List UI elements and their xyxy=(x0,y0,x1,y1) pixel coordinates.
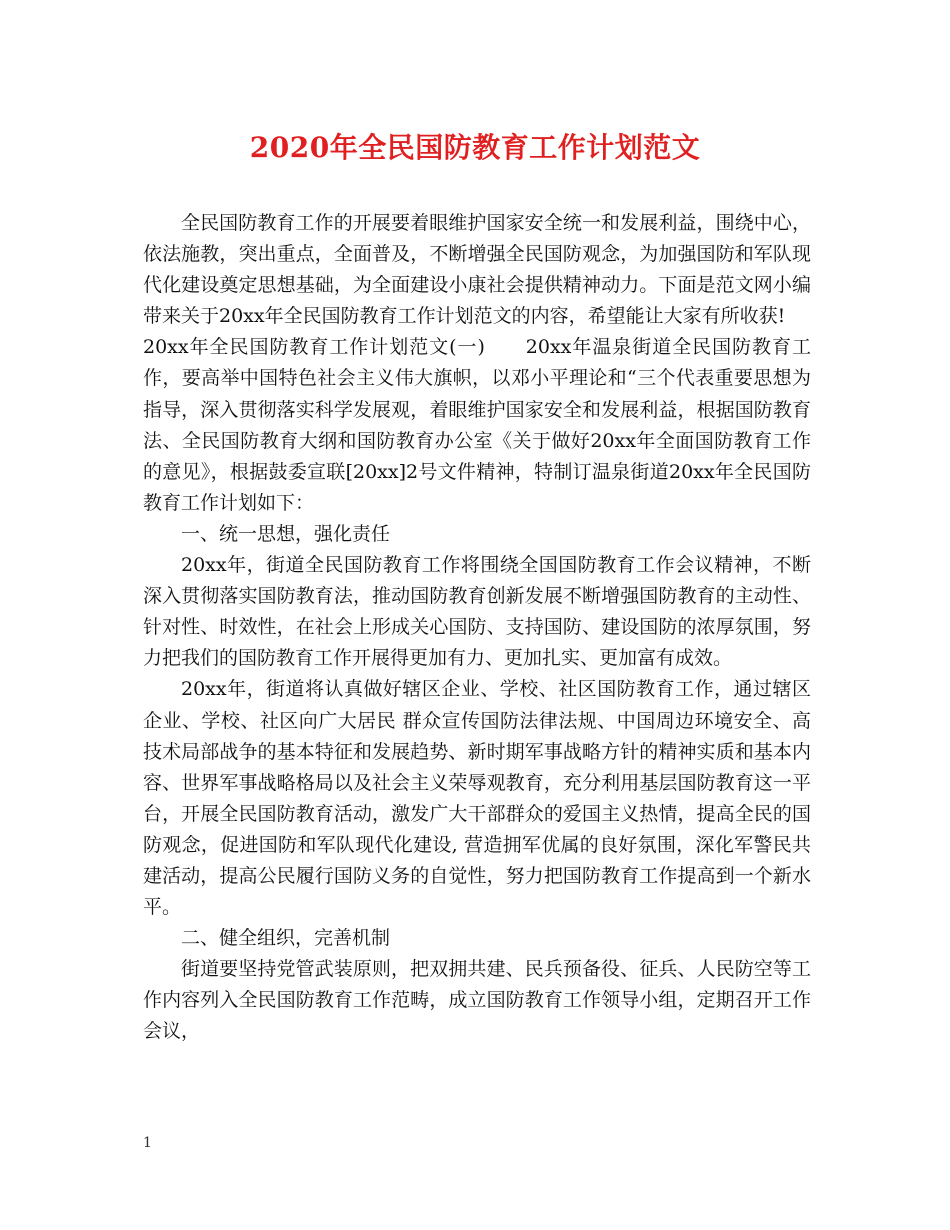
section-heading-1: 一、统一思想，强化责任 xyxy=(181,522,391,545)
paragraph-section-2-a: 街道要坚持党管武装原则，把双拥共建、民兵预备役、征兵、人民防空等工作内容列入全民国防教育工作范畴，成立国防教育工作领导小组，定期召开工作会议， xyxy=(143,958,811,1043)
paragraph-plan-heading: 20xx年全民国防教育工作计划范文(一) 20xx年温泉街道全民国防教育工作，要高举中国特色社会主义伟大旗帜，以邓小平理论和“三个代表重要思想为指导，深入贯彻落实科学发展观，着眼维护国家安全和发展利益，根据国防教育法、全民国防教育大纲和国防教育办公室《关于做好20xx年全面国防教育工作的意见》，根据鼓委宣联[20xx]2号文件精神，特制订温泉街道20xx年全民国防教育工作计划如下： xyxy=(143,336,811,514)
section-heading-2: 二、健全组织，完善机制 xyxy=(181,927,391,950)
paragraph-section-1-b: 20xx年，街道将认真做好辖区企业、学校、社区国防教育工作，通过辖区企业、学校、社区向广大居民 群众宣传国防法律法规、中国周边环境安全、高技术局部战争的基本特征和发展趋势、新时期军事战略方针的精神实质和基本内容、世界军事战略格局以及社会主义荣辱观教育，充分利用基层国防教育这一平台，开展全民国防教育活动，激发广大干部群众的爱国主义热情，提高全民的国防观念，促进国防和军队现代化建设, 营造拥军优属的良好氛围，深化军警民共建活动，提高公民履行国防义务的自觉性，努力把国防教育工作提高到一个新水平。 xyxy=(143,678,811,919)
document-title: 2020年全民国防教育工作计划范文 xyxy=(249,131,701,164)
document-body xyxy=(143,208,811,1048)
paragraph-section-1-a: 20xx年，街道全民国防教育工作将围绕全国国防教育工作会议精神，不断深入贯彻落实国防教育法，推动国防教育创新发展不断增强国防教育的主动性、针对性、时效性，在社会上形成关心国防、支持国防、建设国防的浓厚氛围，努力把我们的国防教育工作开展得更加有力、更加扎实、更加富有成效。 xyxy=(143,554,811,670)
page-number: 1 xyxy=(143,1135,152,1151)
paragraph-intro: 全民国防教育工作的开展要着眼维护国家安全统一和发展利益，围绕中心，依法施教，突出重点，全面普及，不断增强全民国防观念，为加强国防和军队现代化建设奠定思想基础，为全面建设小康社会提供精神动力。下面是范文网小编带来关于20xx年全民国防教育工作计划范文的内容，希望能让大家有所收获! xyxy=(143,212,811,328)
